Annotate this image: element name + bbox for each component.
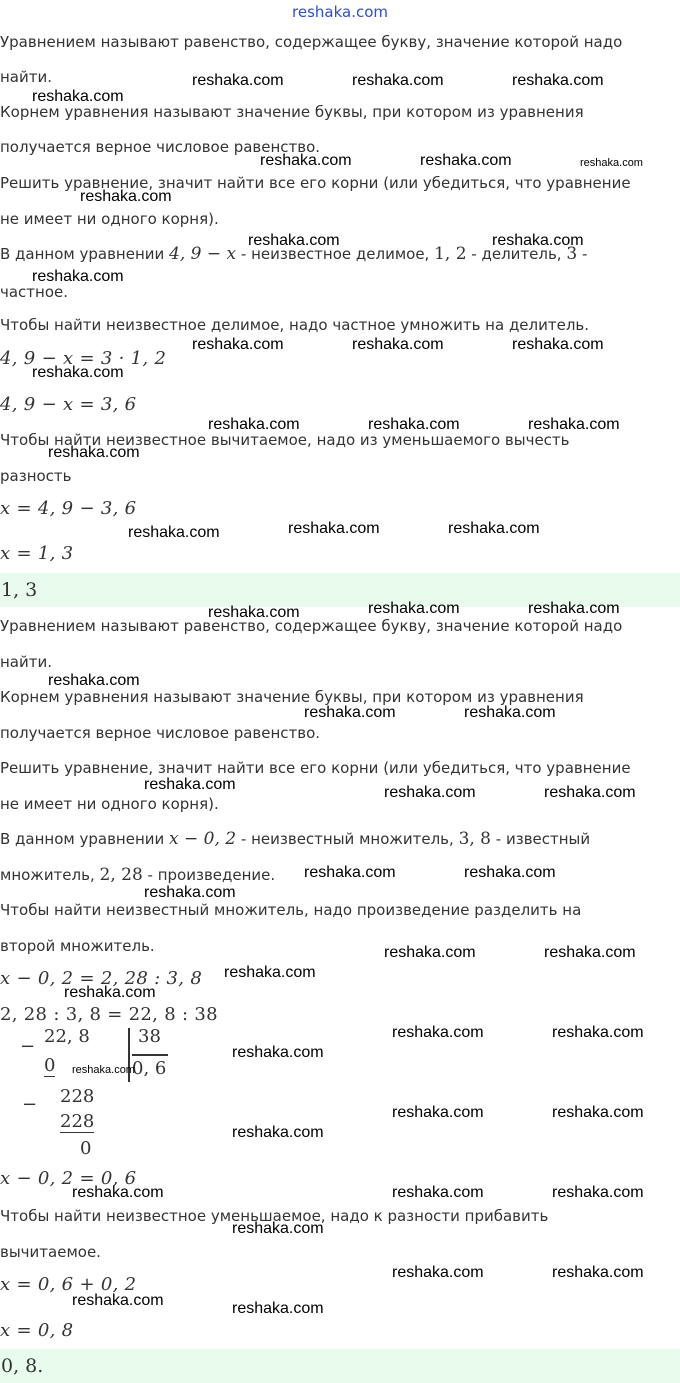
- watermark: reshaka.com: [368, 416, 460, 433]
- watermark: reshaka.com: [288, 520, 380, 537]
- watermark: reshaka.com: [552, 1264, 644, 1281]
- answer-box-2: [0, 1349, 680, 1383]
- given-suffix: -: [577, 245, 588, 263]
- watermark: reshaka.com: [48, 444, 140, 461]
- watermark: reshaka.com: [392, 1184, 484, 1201]
- watermark: reshaka.com: [528, 416, 620, 433]
- watermark: reshaka.com: [32, 268, 124, 285]
- given-mid1: - неизвестное делимое,: [236, 245, 435, 263]
- watermark: reshaka.com: [392, 1264, 484, 1281]
- equation-step4: x = 1, 3: [0, 543, 74, 564]
- equation-step1: 4, 9 − x = 3 · 1, 2: [0, 348, 167, 369]
- watermark: reshaka.com: [352, 72, 444, 89]
- watermark: reshaka.com: [32, 364, 124, 381]
- rule-minuend-line1: Чтобы найти неизвестное уменьшаемое, надо к разности прибавить: [0, 1207, 549, 1225]
- given-line2-prefix-b: множитель,: [0, 866, 100, 884]
- equation-b-step2: 2, 28 : 3, 8 = 22, 8 : 38: [0, 1004, 218, 1025]
- watermark: reshaka.com: [464, 704, 556, 721]
- watermark: reshaka.com: [552, 1104, 644, 1121]
- given-mid1-b: - неизвестный множитель,: [236, 830, 459, 848]
- watermark: reshaka.com: [128, 524, 220, 541]
- watermark: reshaka.com: [368, 600, 460, 617]
- watermark: reshaka.com: [144, 884, 236, 901]
- answer-value-2: 0, 8.: [1, 1355, 44, 1377]
- given-expr-known-factor: 3, 8: [458, 829, 492, 849]
- given-prefix-b: В данном уравнении: [0, 830, 170, 848]
- watermark: reshaka.com: [144, 776, 236, 793]
- watermark: reshaka.com: [544, 944, 636, 961]
- watermark: reshaka.com: [384, 784, 476, 801]
- watermark: reshaka.com: [208, 416, 300, 433]
- division-quotient: 0, 6: [132, 1058, 167, 1079]
- given-mid2: - делитель,: [466, 245, 567, 263]
- watermark: reshaka.com: [512, 336, 604, 353]
- given-expr-unknown-factor: x − 0, 2: [169, 829, 237, 849]
- equation-b-step3: x − 0, 2 = 0, 6: [0, 1168, 137, 1189]
- given-prefix: В данном уравнении: [0, 245, 170, 263]
- division-remainder-1: 228: [60, 1086, 95, 1107]
- given-expr-divisor: 1, 2: [434, 244, 467, 264]
- watermark: reshaka.com: [552, 1184, 644, 1201]
- rule-subtrahend-line1: Чтобы найти неизвестное вычитаемое, надо из уменьшаемого вычесть: [0, 431, 570, 449]
- watermark: reshaka.com: [528, 600, 620, 617]
- division-subtrahend-2: 228: [60, 1111, 95, 1132]
- watermark: reshaka.com: [32, 88, 124, 105]
- watermark: reshaka.com: [384, 944, 476, 961]
- watermark: reshaka.com: [208, 604, 300, 621]
- equation-b-step4: x = 0, 6 + 0, 2: [0, 1274, 137, 1295]
- watermark: reshaka.com: [260, 152, 352, 169]
- watermark: reshaka.com: [448, 520, 540, 537]
- watermark: reshaka.com: [48, 672, 140, 689]
- watermark: reshaka.com: [232, 1300, 324, 1317]
- watermark: reshaka.com: [512, 72, 604, 89]
- equation-step2: 4, 9 − x = 3, 6: [0, 394, 137, 415]
- watermark: reshaka.com: [392, 1104, 484, 1121]
- given-expr-product: 2, 28: [99, 865, 143, 885]
- equation-b-step5: x = 0, 8: [0, 1320, 74, 1341]
- given-expr-dividend: 4, 9 − x: [169, 244, 237, 264]
- division-divisor: 38: [138, 1026, 161, 1047]
- given-line2-suffix-b: - произведение.: [142, 866, 276, 884]
- long-division: [0, 1026, 180, 1160]
- definition-equation-line1-b: Уравнением называют равенство, содержащее букву, значение которой надо: [0, 617, 623, 635]
- watermark: reshaka.com: [232, 1044, 324, 1061]
- given-suffix-b: - известный: [491, 830, 591, 848]
- watermark: reshaka.com: [72, 1064, 135, 1076]
- watermark: reshaka.com: [392, 1024, 484, 1041]
- watermark: reshaka.com: [72, 1292, 164, 1309]
- division-minus-2: −: [22, 1094, 38, 1115]
- site-header-link[interactable]: reshaka.com: [292, 3, 388, 21]
- watermark: reshaka.com: [544, 784, 636, 801]
- definition-root-line1-b: Корнем уравнения называют значение буквы, при котором из уравнения: [0, 688, 584, 706]
- watermark: reshaka.com: [464, 864, 556, 881]
- watermark: reshaka.com: [580, 157, 643, 169]
- definition-root-line2-b: получается верное числовое равенство.: [0, 724, 321, 742]
- rule-dividend: Чтобы найти неизвестное делимое, надо частное умножить на делитель.: [0, 316, 590, 334]
- watermark: reshaka.com: [232, 1124, 324, 1141]
- given-line1-b: [0, 829, 680, 849]
- watermark: reshaka.com: [492, 232, 584, 249]
- rule-minuend-line2: вычитаемое.: [0, 1243, 101, 1261]
- division-dividend: 22, 8: [44, 1026, 90, 1047]
- division-minus-1: −: [20, 1036, 36, 1057]
- definition-solve-line1-b: Решить уравнение, значит найти все его корни (или убедиться, что уравнение: [0, 759, 631, 777]
- watermark: reshaka.com: [80, 188, 172, 205]
- equation-step3: x = 4, 9 − 3, 6: [0, 498, 137, 519]
- definition-root-line2: получается верное числовое равенство.: [0, 138, 321, 156]
- definition-root-line1: Корнем уравнения называют значение буквы, при котором из уравнения: [0, 103, 584, 121]
- answer-value-1: 1, 3: [1, 579, 38, 601]
- rule-factor-line2: второй множитель.: [0, 937, 155, 955]
- given-line2: частное.: [0, 283, 69, 301]
- definition-solve-line1: Решить уравнение, значит найти все его корни (или убедиться, что уравнение: [0, 174, 631, 192]
- watermark: reshaka.com: [72, 1184, 164, 1201]
- watermark: reshaka.com: [304, 704, 396, 721]
- watermark: reshaka.com: [232, 1220, 324, 1237]
- division-divisor-underline: [132, 1054, 168, 1056]
- watermark: reshaka.com: [420, 152, 512, 169]
- definition-solve-line2-b: не имеет ни одного корня).: [0, 795, 219, 813]
- rule-factor-line1: Чтобы найти неизвестный множитель, надо произведение разделить на: [0, 901, 582, 919]
- watermark: reshaka.com: [304, 864, 396, 881]
- watermark: reshaka.com: [192, 336, 284, 353]
- watermark: reshaka.com: [224, 964, 316, 981]
- definition-solve-line2: не имеет ни одного корня).: [0, 210, 219, 228]
- division-remainder-final: 0: [80, 1138, 92, 1159]
- watermark: reshaka.com: [248, 232, 340, 249]
- watermark: reshaka.com: [552, 1024, 644, 1041]
- given-expr-quotient: 3: [566, 244, 578, 264]
- watermark: reshaka.com: [192, 72, 284, 89]
- watermark: reshaka.com: [64, 984, 156, 1001]
- equation-b-step1: x − 0, 2 = 2, 28 : 3, 8: [0, 968, 203, 989]
- definition-equation-line2-b: найти.: [0, 653, 53, 671]
- rule-subtrahend-line2: разность: [0, 467, 72, 485]
- watermark: reshaka.com: [352, 336, 444, 353]
- definition-equation-line2: найти.: [0, 68, 53, 86]
- definition-equation-line1: Уравнением называют равенство, содержащее букву, значение которой надо: [0, 33, 623, 51]
- division-subtrahend-1: 0: [44, 1055, 56, 1076]
